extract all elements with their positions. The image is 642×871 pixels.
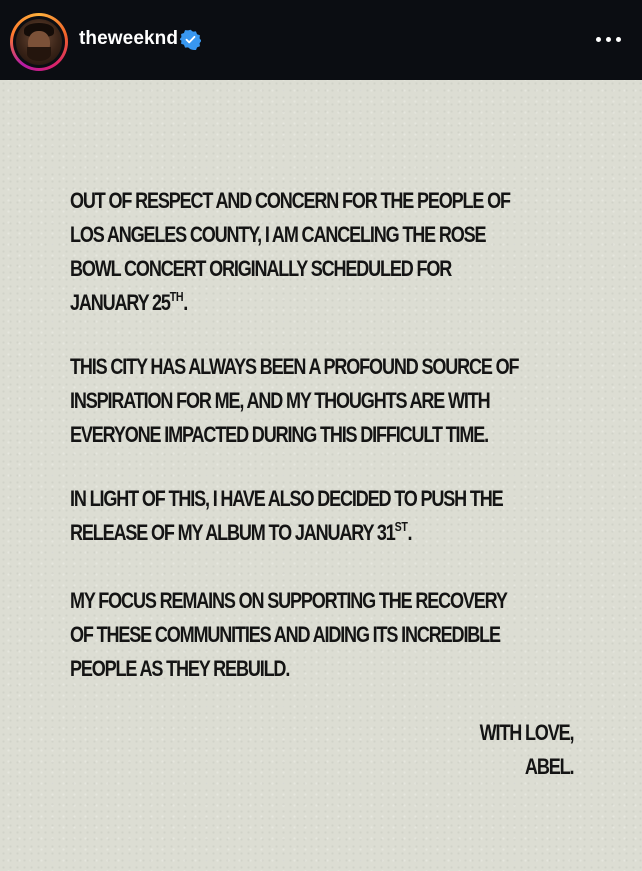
letter-signoff [479,716,573,784]
letter-text: RELEASE OF MY ALBUM TO JANUARY 31 [70,520,395,545]
username-link[interactable]: theweeknd [79,28,179,49]
letter-line: LOS ANGELES COUNTY, I AM CANCELING THE ROSE [70,222,486,247]
avatar-beard [27,47,51,61]
letter-text: JANUARY 25 [70,290,170,315]
signature: ABEL. [524,754,573,779]
verified-badge-icon [180,29,201,50]
ordinal-suffix: TH [169,289,184,304]
letter-paragraph-3 [70,482,503,550]
letter-line: IN LIGHT OF THIS, I HAVE ALSO DECIDED TO PUSH THE [70,486,503,511]
signoff-line: WITH LOVE, [479,720,573,745]
ordinal-suffix: ST [394,519,408,534]
profile-avatar[interactable] [16,19,62,65]
letter-line [70,286,510,320]
letter-line: MY FOCUS REMAINS ON SUPPORTING THE RECOVERY [70,588,507,613]
letter-line: OUT OF RESPECT AND CONCERN FOR THE PEOPLE OF [70,188,510,213]
letter-paragraph-1 [70,184,510,320]
letter-paragraph-4 [70,584,507,686]
story-ring[interactable] [10,13,68,71]
post-header [0,0,642,80]
letter-line: EVERYONE IMPACTED DURING THIS DIFFICULT TIME. [70,422,489,447]
letter-line: THIS CITY HAS ALWAYS BEEN A PROFOUND SOURCE OF [70,354,519,379]
letter-line [70,516,503,550]
avatar-gap [13,16,65,68]
letter-punctuation: . [407,520,412,545]
letter-punctuation: . [183,290,188,315]
letter-paragraph-2 [70,350,518,452]
letter-line: PEOPLE AS THEY REBUILD. [70,656,290,681]
letter-line: BOWL CONCERT ORIGINALLY SCHEDULED FOR [70,256,452,281]
letter-line: OF THESE COMMUNITIES AND AIDING ITS INCREDIBLE [70,622,500,647]
more-options-icon[interactable] [596,37,622,43]
letter-line: INSPIRATION FOR ME, AND MY THOUGHTS ARE WITH [70,388,490,413]
